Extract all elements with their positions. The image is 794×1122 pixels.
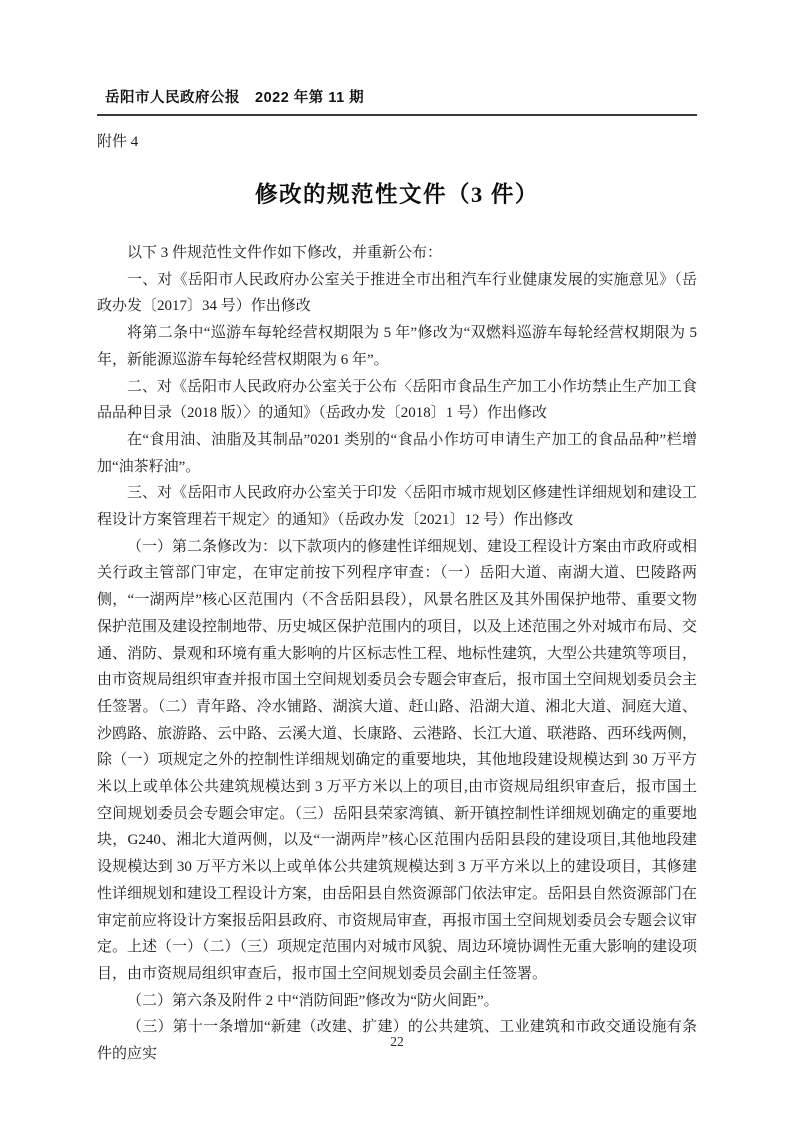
paragraph-item1-heading: 一、对《岳阳市人民政府办公室关于推进全市出租汽车行业健康发展的实施意见》（岳政办发〔2017〕34 号）作出修改	[97, 271, 697, 315]
paragraph-item2-content: 在“食用油、油脂及其制品”0201 类别的“食品小作坊可申请生产加工的食品品种”栏增加“油茶籽油”。	[97, 431, 697, 475]
page-header	[97, 86, 697, 116]
paragraph-item3-content-2: （二）第六条及附件 2 中“消防间距”修改为“防火间距”。	[127, 992, 499, 1009]
document-body	[97, 240, 697, 1068]
attachment-label: 附件 4	[97, 134, 139, 150]
page-number: 22	[390, 1034, 404, 1049]
document-title: 修改的规范性文件（3 件）	[255, 182, 539, 207]
paragraph-item3-content-1: （一）第二条修改为：以下款项内的修建性详细规划、建设工程设计方案由市政府或相关行政主管部门审定，在审定前按下列程序审查：（一）岳阳大道、南湖大道、巴陵路两侧，“一湖两岸”核心区范围内（不含岳阳县段），风景名胜区及其外围保护地带、重要文物保护范围及建设控制地带、历史城区保护范围内的项目，以及上述范围之外对城市布局、交通、消防、景观和环境有重大影响的片区标志性工程、地标性建筑，大型公共建筑等项目，由市资规局组织审查并报市国土空间规划委员会专题会审查后，报市国土空间规划委员会主任签署。（二）青年路、冷水铺路、湖滨大道、赶山路、沿湖大道、湘北大道、洞庭大道、沙鸥路、旅游路、云中路、云溪大道、长康路、云港路、长江大道、联港路、西环线两侧，除（一）项规定之外的控制性详细规划确定的重要地块，其他地段建设规模达到 30 万平方米以上或单体公共建筑规模达到 3 万平方米以上的项目,由市资规局组织审查后，报市国土空间规划委员会专题会审定。（三）岳阳县荣家湾镇、新开镇控制性详细规划确定的重要地块，G240、湘北大道两侧，以及“一湖两岸”核心区范围内岳阳县段的建设项目,其他地段建设规模达到 30 万平方米以上或单体公共建筑规模达到 3 万平方米以上的建设项目，其修建性详细规划和建设工程设计方案，由岳阳县自然资源部门依法审定。岳阳县自然资源部门在审定前应将设计方案报岳阳县政府、市资规局审查，再报市国土空间规划委员会专题会议审定。上述（一）（二）（三）项规定范围内对城市风貌、周边环境协调性无重大影响的建设项目，由市资规局组织审查后，报市国土空间规划委员会副主任签署。	[97, 538, 698, 982]
gazette-header-text: 岳阳市人民政府公报 2022 年第 11 期	[105, 90, 365, 106]
paragraph-item3-content-3: （三）第十一条增加“新建（改建、扩建）的公共建筑、工业建筑和市政交通设施有条件的应实	[97, 1019, 697, 1063]
paragraph-item1-content: 将第二条中“巡游车每轮经营权期限为 5 年”修改为“双燃料巡游车每轮经营权期限为 5 年，新能源巡游车每轮经营权期限为 6 年”。	[97, 325, 697, 368]
paragraph-intro: 以下 3 件规范性文件作如下修改，并重新公布：	[127, 245, 443, 261]
paragraph-item3-heading: 三、对《岳阳市人民政府办公室关于印发〈岳阳市城市规划区修建性详细规划和建设工程设计方案管理若干规定〉的通知》（岳政办发〔2021〕12 号）作出修改	[97, 485, 698, 529]
paragraph-item2-heading: 二、对《岳阳市人民政府办公室关于公布〈岳阳市食品生产加工小作坊禁止生产加工食品品种目录（2018 版）〉的通知》（岳政办发〔2018〕1 号）作出修改	[97, 378, 698, 422]
